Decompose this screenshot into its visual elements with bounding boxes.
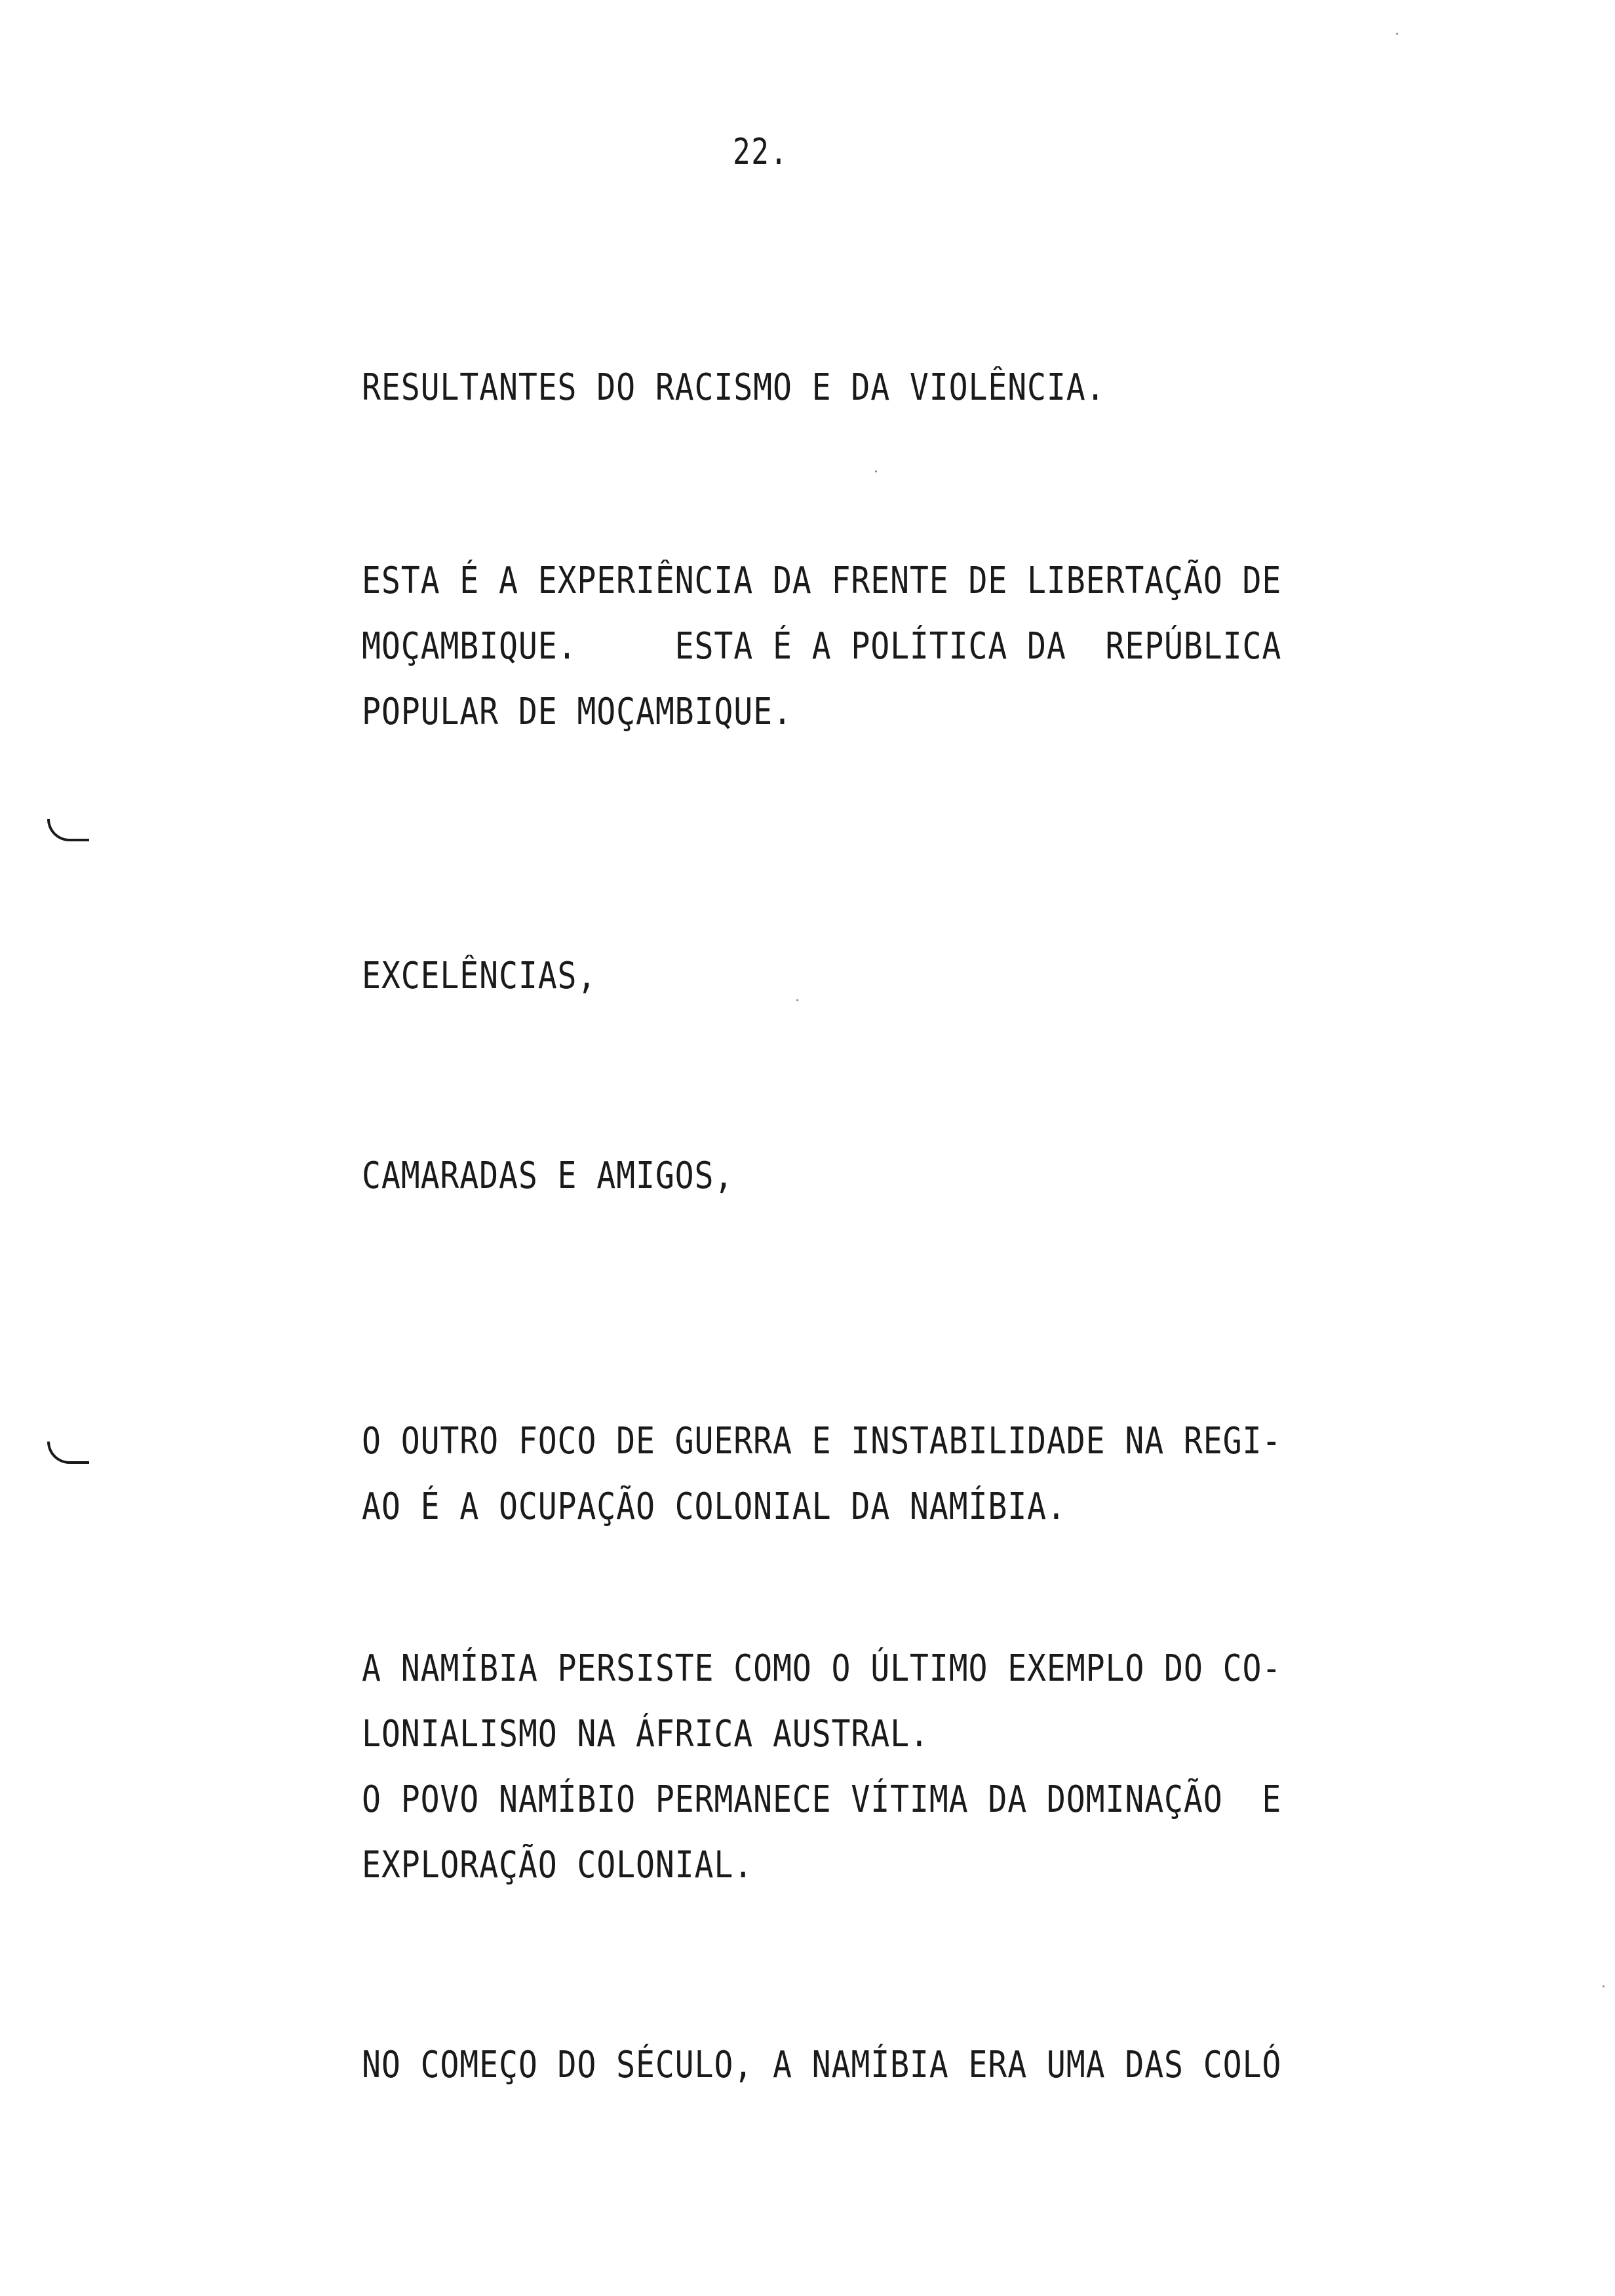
- margin-mark: [47, 819, 89, 841]
- text-line: LONIALISMO NA ÁFRICA AUSTRAL.: [362, 1713, 929, 1755]
- scan-speck: [875, 470, 877, 472]
- text-line: EXCELÊNCIAS,: [362, 955, 597, 997]
- text-line: O OUTRO FOCO DE GUERRA E INSTABILIDADE NA REGI-: [362, 1420, 1282, 1463]
- text-line: RESULTANTES DO RACISMO E DA VIOLÊNCIA.: [362, 366, 1106, 409]
- text-line: EXPLORAÇÃO COLONIAL.: [362, 1844, 754, 1886]
- text-line: POPULAR DE MOÇAMBIQUE.: [362, 691, 792, 733]
- text-line: ESTA É A EXPERIÊNCIA DA FRENTE DE LIBERTAÇÃO DE: [362, 560, 1282, 602]
- margin-mark: [47, 1442, 89, 1464]
- page-number: 22.: [733, 131, 788, 172]
- text-line: NO COMEÇO DO SÉCULO, A NAMÍBIA ERA UMA DAS COLÓ: [362, 2044, 1282, 2086]
- text-line: AO É A OCUPAÇÃO COLONIAL DA NAMÍBIA.: [362, 1485, 1066, 1528]
- text-line: MOÇAMBIQUE. ESTA É A POLÍTICA DA REPÚBLICA: [362, 625, 1282, 668]
- text-line: A NAMÍBIA PERSISTE COMO O ÚLTIMO EXEMPLO DO CO-: [362, 1647, 1282, 1690]
- scan-speck: [1396, 33, 1398, 35]
- scan-speck: [1603, 1985, 1605, 1987]
- text-line: CAMARADAS E AMIGOS,: [362, 1155, 734, 1197]
- scan-speck: [796, 999, 798, 1001]
- text-line: O POVO NAMÍBIO PERMANECE VÍTIMA DA DOMINAÇÃO E: [362, 1778, 1282, 1821]
